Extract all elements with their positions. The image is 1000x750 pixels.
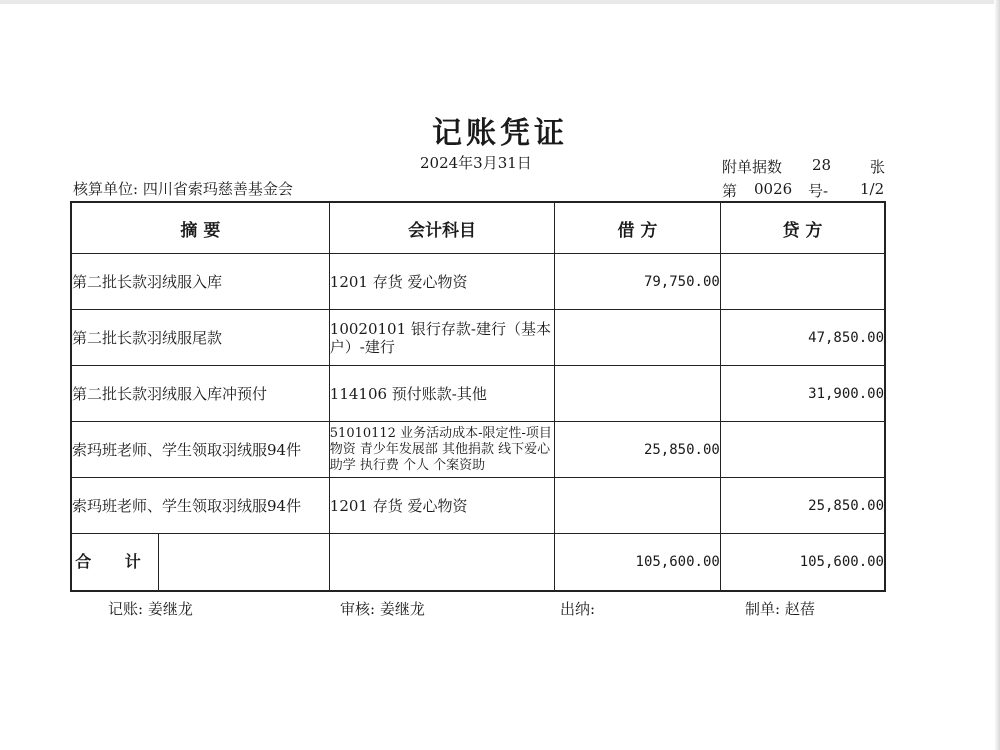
voucher-date: 2024年3月31日 — [420, 154, 532, 172]
row-summary: 第二批长款羽绒服入库 — [71, 254, 329, 310]
total-credit: 105,600.00 — [720, 534, 885, 592]
serial-suffix: 号- — [808, 182, 829, 200]
row-account: 10020101 银行存款-建行（基本户）-建行 — [329, 310, 554, 366]
row-account: 1201 存货 爱心物资 — [329, 478, 554, 534]
header-debit: 借 方 — [555, 202, 721, 254]
row-credit — [720, 254, 885, 310]
row-summary: 索玛班老师、学生领取羽绒服94件 — [71, 422, 329, 478]
row-debit: 79,750.00 — [555, 254, 721, 310]
footer-bookkeeper: 记账: 姜继龙 — [108, 600, 193, 618]
row-debit — [555, 478, 721, 534]
attachment-unit: 张 — [870, 158, 886, 176]
row-credit: 31,900.00 — [720, 366, 885, 422]
header-credit: 贷 方 — [720, 202, 885, 254]
row-summary: 第二批长款羽绒服入库冲预付 — [71, 366, 329, 422]
table-row — [71, 254, 885, 310]
attachment-label: 附单据数 — [722, 158, 783, 176]
total-row — [71, 534, 885, 592]
footer-reviewer: 审核: 姜继龙 — [340, 600, 425, 618]
row-debit: 25,850.00 — [555, 422, 721, 478]
attachment-count — [722, 156, 886, 177]
serial-number: 0026 — [754, 180, 793, 198]
table-header-row — [71, 202, 885, 254]
total-label-cell: 合 计 — [72, 534, 159, 590]
row-account: 114106 预付账款-其他 — [329, 366, 554, 422]
accounting-unit: 核算单位: 四川省索玛慈善基金会 — [73, 180, 293, 198]
attachment-number: 28 — [812, 156, 832, 174]
table-row — [71, 478, 885, 534]
voucher-table — [70, 201, 886, 592]
row-summary: 索玛班老师、学生领取羽绒服94件 — [71, 478, 329, 534]
voucher-serial — [722, 180, 885, 201]
total-label — [71, 534, 329, 592]
row-credit: 47,850.00 — [720, 310, 885, 366]
header-account: 会计科目 — [329, 202, 554, 254]
scan-edge — [0, 0, 1000, 4]
total-debit: 105,600.00 — [555, 534, 721, 592]
footer-preparer: 制单: 赵蓓 — [745, 600, 815, 618]
serial-prefix: 第 — [722, 182, 738, 200]
row-credit: 25,850.00 — [720, 478, 885, 534]
total-account-blank — [329, 534, 554, 592]
row-summary: 第二批长款羽绒服尾款 — [71, 310, 329, 366]
header-summary: 摘 要 — [71, 202, 329, 254]
row-debit — [555, 310, 721, 366]
row-credit — [720, 422, 885, 478]
row-account: 51010112 业务活动成本-限定性-项目物资 青少年发展部 其他捐款 线下爱心助学 执行费 个人 个案资助 — [329, 422, 554, 478]
table-row — [71, 310, 885, 366]
table-row — [71, 422, 885, 478]
row-debit — [555, 366, 721, 422]
serial-page: 1/2 — [860, 180, 885, 198]
footer-cashier: 出纳: — [560, 600, 596, 618]
table-row — [71, 366, 885, 422]
row-account: 1201 存货 爱心物资 — [329, 254, 554, 310]
total-blank — [159, 534, 329, 590]
voucher-title: 记账凭证 — [432, 116, 568, 151]
